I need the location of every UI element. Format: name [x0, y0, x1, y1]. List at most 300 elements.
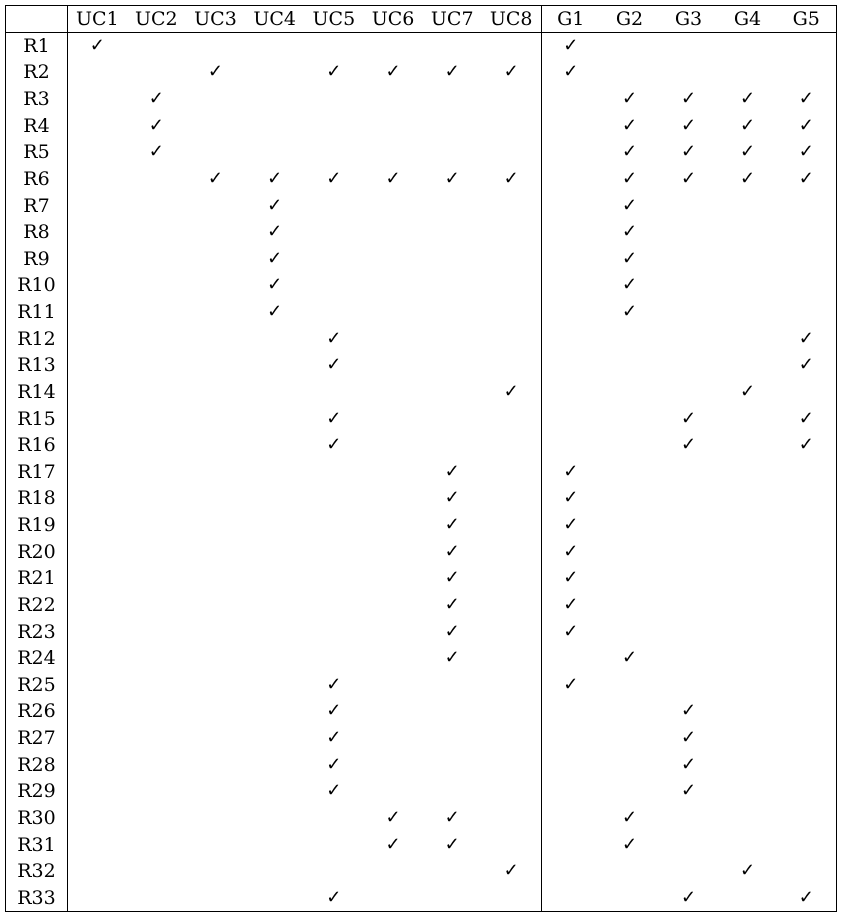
- empty-cell: [600, 432, 659, 459]
- check-mark: ✓: [621, 806, 638, 828]
- empty-cell: [659, 592, 718, 619]
- check-mark: ✓: [680, 727, 697, 749]
- empty-cell: [186, 459, 245, 486]
- empty-cell: [482, 272, 541, 299]
- check-mark: ✓: [777, 405, 836, 432]
- empty-cell: [363, 565, 422, 592]
- empty-cell: [68, 698, 127, 725]
- empty-cell: [541, 246, 600, 273]
- empty-cell: [186, 272, 245, 299]
- row-label: R12: [6, 325, 68, 352]
- empty-cell: [304, 512, 363, 539]
- check-mark: ✓: [444, 487, 460, 509]
- empty-cell: [363, 299, 422, 326]
- empty-cell: [127, 858, 186, 885]
- empty-cell: [482, 885, 541, 912]
- table-row: [6, 59, 837, 86]
- empty-cell: [600, 512, 659, 539]
- empty-cell: [127, 299, 186, 326]
- empty-cell: [541, 325, 600, 352]
- check-mark: ✓: [777, 139, 836, 166]
- row-label: R1: [6, 33, 68, 60]
- empty-cell: [659, 219, 718, 246]
- empty-cell: [245, 831, 304, 858]
- empty-cell: [718, 645, 777, 672]
- check-mark: ✓: [739, 380, 756, 402]
- check-mark: ✓: [659, 885, 718, 912]
- empty-cell: [127, 538, 186, 565]
- empty-cell: [423, 352, 482, 379]
- empty-cell: [127, 352, 186, 379]
- empty-cell: [127, 645, 186, 672]
- empty-cell: [68, 618, 127, 645]
- empty-cell: [245, 432, 304, 459]
- empty-cell: [718, 405, 777, 432]
- empty-cell: [718, 432, 777, 459]
- row-label: R8: [6, 219, 68, 246]
- empty-cell: [659, 352, 718, 379]
- empty-cell: [127, 618, 186, 645]
- column-header-uc7: UC7: [423, 6, 482, 33]
- empty-cell: [68, 112, 127, 139]
- column-header-g1: G1: [541, 6, 600, 33]
- check-mark: ✓: [563, 514, 579, 536]
- table-row: [6, 432, 837, 459]
- empty-cell: [186, 86, 245, 113]
- empty-cell: [600, 538, 659, 565]
- empty-cell: [304, 379, 363, 406]
- empty-cell: [186, 33, 245, 60]
- row-label: R19: [6, 512, 68, 539]
- empty-cell: [304, 645, 363, 672]
- empty-cell: [245, 672, 304, 699]
- empty-cell: [127, 192, 186, 219]
- empty-cell: [423, 86, 482, 113]
- empty-cell: [423, 192, 482, 219]
- empty-cell: [659, 805, 718, 832]
- check-mark: ✓: [777, 86, 836, 113]
- check-mark: ✓: [621, 301, 638, 323]
- empty-cell: [363, 725, 422, 752]
- empty-cell: [423, 778, 482, 805]
- check-mark: ✓: [739, 860, 756, 882]
- table-row: [6, 33, 837, 60]
- empty-cell: [127, 405, 186, 432]
- empty-cell: [363, 512, 422, 539]
- column-header-g2: G2: [600, 6, 659, 33]
- empty-cell: [304, 272, 363, 299]
- empty-cell: [777, 192, 836, 219]
- empty-cell: [245, 459, 304, 486]
- empty-cell: [777, 592, 836, 619]
- table-row: [6, 512, 837, 539]
- check-mark: ✓: [680, 780, 697, 802]
- check-mark: ✓: [482, 59, 541, 86]
- empty-cell: [541, 858, 600, 885]
- check-mark: ✓: [267, 221, 283, 243]
- empty-cell: [777, 672, 836, 699]
- empty-cell: [363, 698, 422, 725]
- empty-cell: [482, 112, 541, 139]
- empty-cell: [718, 33, 777, 60]
- empty-cell: [127, 725, 186, 752]
- empty-cell: [304, 831, 363, 858]
- empty-cell: [186, 805, 245, 832]
- empty-cell: [245, 698, 304, 725]
- row-label: R28: [6, 751, 68, 778]
- row-label: R7: [6, 192, 68, 219]
- empty-cell: [659, 858, 718, 885]
- empty-cell: [363, 459, 422, 486]
- check-mark: ✓: [563, 593, 579, 615]
- empty-cell: [600, 698, 659, 725]
- table-row: [6, 565, 837, 592]
- check-mark: ✓: [326, 407, 342, 429]
- empty-cell: [245, 645, 304, 672]
- empty-cell: [127, 698, 186, 725]
- empty-cell: [304, 805, 363, 832]
- table-row: [6, 751, 837, 778]
- table-row: [6, 272, 837, 299]
- table-row: [6, 112, 837, 139]
- empty-cell: [718, 299, 777, 326]
- check-mark: ✓: [482, 858, 541, 885]
- empty-cell: [423, 405, 482, 432]
- empty-cell: [600, 672, 659, 699]
- check-mark: ✓: [385, 167, 401, 189]
- check-mark: ✓: [326, 327, 342, 349]
- empty-cell: [68, 645, 127, 672]
- check-mark: ✓: [621, 141, 638, 163]
- empty-cell: [482, 432, 541, 459]
- empty-cell: [718, 805, 777, 832]
- check-mark: ✓: [563, 61, 579, 83]
- empty-cell: [186, 299, 245, 326]
- empty-cell: [482, 672, 541, 699]
- empty-cell: [659, 33, 718, 60]
- empty-cell: [777, 858, 836, 885]
- row-label: R16: [6, 432, 68, 459]
- check-mark: ✓: [385, 61, 401, 83]
- empty-cell: [363, 485, 422, 512]
- check-mark: ✓: [444, 167, 460, 189]
- empty-cell: [68, 885, 127, 912]
- row-label: R30: [6, 805, 68, 832]
- empty-cell: [68, 272, 127, 299]
- check-mark: ✓: [326, 780, 342, 802]
- row-label: R2: [6, 59, 68, 86]
- check-mark: ✓: [563, 540, 579, 562]
- empty-cell: [600, 858, 659, 885]
- empty-cell: [718, 352, 777, 379]
- check-mark: ✓: [267, 274, 283, 296]
- empty-cell: [718, 618, 777, 645]
- empty-cell: [659, 459, 718, 486]
- check-mark: ✓: [777, 432, 836, 459]
- empty-cell: [659, 59, 718, 86]
- row-label: R11: [6, 299, 68, 326]
- check-mark: ✓: [739, 141, 756, 163]
- check-mark: ✓: [680, 407, 697, 429]
- check-mark: ✓: [267, 167, 283, 189]
- empty-cell: [363, 538, 422, 565]
- table-row: [6, 405, 837, 432]
- empty-cell: [186, 831, 245, 858]
- empty-cell: [245, 885, 304, 912]
- empty-cell: [482, 325, 541, 352]
- check-mark: ✓: [444, 540, 460, 562]
- empty-cell: [127, 166, 186, 193]
- empty-cell: [245, 725, 304, 752]
- empty-cell: [718, 698, 777, 725]
- empty-cell: [245, 112, 304, 139]
- check-mark: ✓: [326, 61, 342, 83]
- check-mark: ✓: [326, 727, 342, 749]
- empty-cell: [363, 379, 422, 406]
- table-row: [6, 139, 837, 166]
- empty-cell: [423, 299, 482, 326]
- empty-cell: [423, 672, 482, 699]
- empty-cell: [304, 459, 363, 486]
- empty-cell: [718, 592, 777, 619]
- empty-cell: [423, 858, 482, 885]
- empty-cell: [304, 538, 363, 565]
- empty-cell: [541, 299, 600, 326]
- empty-cell: [659, 831, 718, 858]
- empty-cell: [777, 33, 836, 60]
- empty-cell: [68, 858, 127, 885]
- table-row: [6, 805, 837, 832]
- check-mark: ✓: [444, 806, 460, 828]
- empty-cell: [304, 139, 363, 166]
- empty-cell: [304, 299, 363, 326]
- check-mark: ✓: [326, 673, 342, 695]
- empty-cell: [718, 192, 777, 219]
- empty-cell: [245, 565, 304, 592]
- empty-cell: [68, 192, 127, 219]
- row-label: R24: [6, 645, 68, 672]
- empty-cell: [186, 858, 245, 885]
- row-label: R21: [6, 565, 68, 592]
- empty-cell: [777, 299, 836, 326]
- matrix-body: [6, 33, 837, 912]
- empty-cell: [245, 751, 304, 778]
- check-mark: ✓: [621, 221, 638, 243]
- row-label: R14: [6, 379, 68, 406]
- empty-cell: [777, 272, 836, 299]
- empty-cell: [245, 59, 304, 86]
- empty-cell: [659, 192, 718, 219]
- empty-cell: [245, 139, 304, 166]
- empty-cell: [363, 352, 422, 379]
- empty-cell: [68, 59, 127, 86]
- row-label: R26: [6, 698, 68, 725]
- empty-cell: [245, 352, 304, 379]
- empty-cell: [127, 592, 186, 619]
- check-mark: ✓: [148, 141, 164, 163]
- check-mark: ✓: [89, 35, 105, 57]
- table-row: [6, 246, 837, 273]
- empty-cell: [659, 485, 718, 512]
- row-label: R31: [6, 831, 68, 858]
- empty-cell: [777, 698, 836, 725]
- empty-cell: [541, 272, 600, 299]
- empty-cell: [541, 698, 600, 725]
- table-row: [6, 858, 837, 885]
- empty-cell: [363, 139, 422, 166]
- empty-cell: [718, 59, 777, 86]
- empty-cell: [600, 725, 659, 752]
- empty-cell: [482, 405, 541, 432]
- empty-cell: [304, 485, 363, 512]
- check-mark: ✓: [563, 567, 579, 589]
- empty-cell: [304, 219, 363, 246]
- check-mark: ✓: [680, 114, 697, 136]
- empty-cell: [600, 33, 659, 60]
- empty-cell: [482, 246, 541, 273]
- header-row: [6, 6, 837, 33]
- empty-cell: [541, 432, 600, 459]
- empty-cell: [186, 885, 245, 912]
- empty-cell: [304, 192, 363, 219]
- check-mark: ✓: [563, 620, 579, 642]
- empty-cell: [245, 405, 304, 432]
- empty-cell: [482, 512, 541, 539]
- check-mark: ✓: [680, 434, 697, 456]
- empty-cell: [363, 192, 422, 219]
- empty-cell: [186, 592, 245, 619]
- empty-cell: [659, 565, 718, 592]
- empty-cell: [423, 379, 482, 406]
- check-mark: ✓: [148, 114, 164, 136]
- table-row: [6, 672, 837, 699]
- empty-cell: [363, 778, 422, 805]
- column-header-uc2: UC2: [127, 6, 186, 33]
- empty-cell: [777, 831, 836, 858]
- empty-cell: [600, 618, 659, 645]
- table-row: [6, 885, 837, 912]
- column-header-uc3: UC3: [186, 6, 245, 33]
- check-mark: ✓: [326, 354, 342, 376]
- empty-cell: [482, 778, 541, 805]
- empty-cell: [659, 379, 718, 406]
- check-mark: ✓: [444, 593, 460, 615]
- empty-cell: [482, 751, 541, 778]
- empty-cell: [304, 592, 363, 619]
- check-mark: ✓: [680, 700, 697, 722]
- empty-cell: [718, 485, 777, 512]
- empty-cell: [363, 33, 422, 60]
- empty-cell: [127, 33, 186, 60]
- empty-cell: [718, 512, 777, 539]
- empty-cell: [423, 33, 482, 60]
- empty-cell: [186, 219, 245, 246]
- column-header-g4: G4: [718, 6, 777, 33]
- empty-cell: [186, 192, 245, 219]
- empty-cell: [68, 379, 127, 406]
- row-label: R25: [6, 672, 68, 699]
- table-row: [6, 379, 837, 406]
- empty-cell: [186, 139, 245, 166]
- empty-cell: [718, 272, 777, 299]
- empty-cell: [127, 272, 186, 299]
- table-row: [6, 698, 837, 725]
- empty-cell: [423, 751, 482, 778]
- corner-cell: [6, 6, 68, 33]
- empty-cell: [245, 538, 304, 565]
- check-mark: ✓: [621, 274, 638, 296]
- empty-cell: [68, 86, 127, 113]
- traceability-matrix: [5, 5, 837, 912]
- empty-cell: [68, 325, 127, 352]
- row-label: R23: [6, 618, 68, 645]
- table-row: [6, 645, 837, 672]
- empty-cell: [245, 86, 304, 113]
- empty-cell: [482, 725, 541, 752]
- empty-cell: [245, 512, 304, 539]
- empty-cell: [423, 432, 482, 459]
- empty-cell: [600, 405, 659, 432]
- empty-cell: [245, 325, 304, 352]
- table-row: [6, 352, 837, 379]
- empty-cell: [127, 672, 186, 699]
- empty-cell: [68, 778, 127, 805]
- empty-cell: [127, 565, 186, 592]
- empty-cell: [127, 246, 186, 273]
- row-label: R9: [6, 246, 68, 273]
- empty-cell: [68, 831, 127, 858]
- empty-cell: [659, 246, 718, 273]
- empty-cell: [777, 565, 836, 592]
- check-mark: ✓: [326, 700, 342, 722]
- table-row: [6, 192, 837, 219]
- empty-cell: [363, 112, 422, 139]
- empty-cell: [541, 405, 600, 432]
- row-label: R5: [6, 139, 68, 166]
- empty-cell: [304, 246, 363, 273]
- check-mark: ✓: [444, 620, 460, 642]
- empty-cell: [718, 725, 777, 752]
- table-row: [6, 325, 837, 352]
- empty-cell: [186, 645, 245, 672]
- table-row: [6, 166, 837, 193]
- check-mark: ✓: [267, 301, 283, 323]
- table-row: [6, 592, 837, 619]
- empty-cell: [423, 219, 482, 246]
- empty-cell: [127, 325, 186, 352]
- empty-cell: [363, 86, 422, 113]
- check-mark: ✓: [680, 88, 697, 110]
- table-row: [6, 725, 837, 752]
- empty-cell: [68, 751, 127, 778]
- empty-cell: [186, 512, 245, 539]
- empty-cell: [541, 352, 600, 379]
- empty-cell: [127, 805, 186, 832]
- empty-cell: [304, 86, 363, 113]
- empty-cell: [245, 805, 304, 832]
- empty-cell: [777, 246, 836, 273]
- empty-cell: [423, 246, 482, 273]
- row-label: R27: [6, 725, 68, 752]
- empty-cell: [363, 885, 422, 912]
- column-header-g5: G5: [777, 6, 836, 33]
- empty-cell: [482, 618, 541, 645]
- check-mark: ✓: [444, 567, 460, 589]
- empty-cell: [777, 59, 836, 86]
- check-mark: ✓: [385, 806, 401, 828]
- row-label: R3: [6, 86, 68, 113]
- empty-cell: [482, 33, 541, 60]
